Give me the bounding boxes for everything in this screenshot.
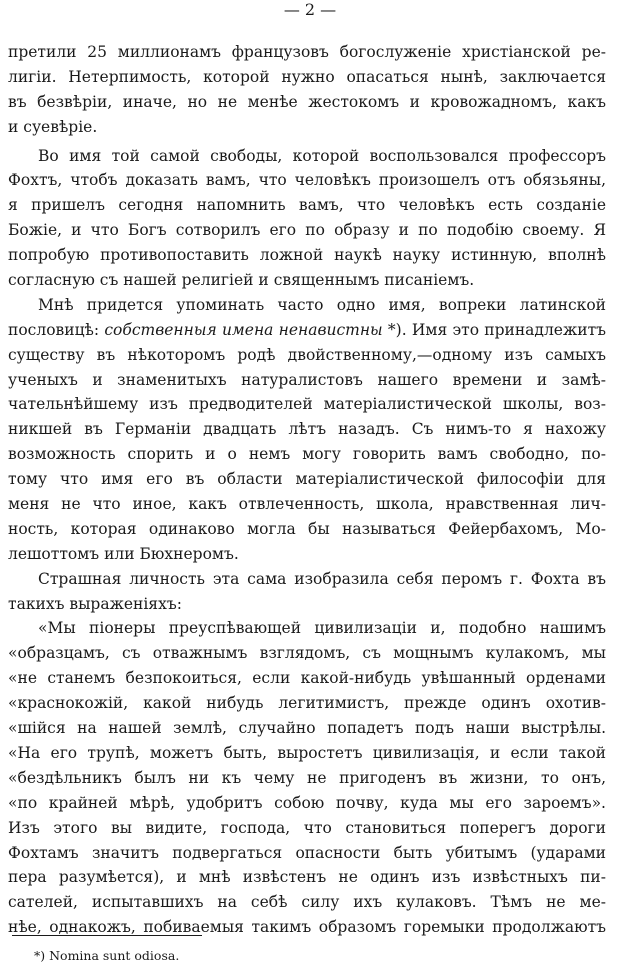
text-line: въ безвѣріи, иначе, но не менѣе жестокомъ и кровожадномъ, какъ bbox=[8, 92, 606, 111]
quote-line: «На его трупѣ, можетъ быть, выростетъ цивилизація, и если такой bbox=[8, 743, 606, 762]
quote-line: «по крайней мѣрѣ, удобритъ собою почву, куда мы его зароемъ». bbox=[8, 793, 606, 812]
text-line: согласную съ нашей религіей и священнымъ писаніемъ. bbox=[8, 271, 475, 290]
text-line: никшей въ Германіи двадцать лѣтъ назадъ. Съ нимъ-то я нахожу bbox=[8, 420, 606, 439]
text-line: меня не что иное, какъ отвлеченность, школа, нравственная лич- bbox=[8, 495, 606, 514]
text-line: существу въ нѣкоторомъ родѣ двойственному,—одному изъ самыхъ bbox=[8, 345, 606, 364]
text-line bbox=[8, 318, 606, 343]
text-segment: Мнѣ придется упоминать часто одно имя, вопреки латинской bbox=[38, 295, 606, 314]
page-number: — 2 — bbox=[283, 0, 337, 19]
quote-line: «бездѣльникъ былъ ни къ чему не пригоденъ въ жизни, то онъ, bbox=[8, 768, 606, 787]
text-line: ученыхъ и знаменитыхъ натуралистовъ нашего времени и замѣ- bbox=[8, 370, 606, 389]
text-line: Фохтамъ значитъ подвергаться опасности быть убитымъ (ударами bbox=[8, 843, 606, 862]
quote-line: «образцамъ, съ отважнымъ взглядомъ, съ мощнымъ кулакомъ, мы bbox=[8, 644, 606, 663]
text-segment: *). Имя это принадлежитъ bbox=[382, 320, 606, 339]
text-segment: пословицѣ: bbox=[8, 320, 105, 339]
text-line bbox=[8, 293, 606, 318]
quote-line: «Мы піонеры преуспѣвающей цивилизаціи и, подобно нашимъ bbox=[38, 619, 606, 638]
text-line: такихъ выраженіяхъ: bbox=[8, 594, 182, 613]
text-line: Фохтъ, чтобъ доказать вамъ, что человѣкъ произошелъ отъ обязьяны, bbox=[8, 171, 606, 190]
text-line: я пришелъ сегодня напомнить вамъ, что человѣкъ есть созданіе bbox=[8, 196, 606, 215]
text-line: чательнѣйшему изъ предводителей матеріалистической школы, воз- bbox=[8, 395, 606, 414]
text-line: Божіе, и что Богъ сотворилъ его по образу и по подобію своему. Я bbox=[8, 221, 606, 240]
text-line: нѣе, однакожъ, побиваемыя такимъ образомъ горемыки продолжаютъ bbox=[8, 918, 606, 937]
footnote-rule bbox=[12, 935, 202, 936]
text-line: тому что имя его въ области матеріалистической философіи для bbox=[8, 470, 606, 489]
text-line: и суевѣріе. bbox=[8, 117, 98, 136]
text-line: Во имя той самой свободы, которой воспользовался профессоръ bbox=[38, 146, 606, 165]
quote-line: «шійся на нашей землѣ, случайно попадетъ подъ наши выстрѣлы. bbox=[8, 719, 606, 738]
quote-line: «не станемъ безпокоиться, если какой-нибудь увѣшанный орденами bbox=[8, 669, 606, 688]
text-line: пера разумѣется), и мнѣ извѣстенъ не одинъ изъ извѣстныхъ пи- bbox=[8, 868, 606, 887]
text-line: сателей, испытавшихъ на себѣ силу ихъ кулаковъ. Тѣмъ не ме- bbox=[8, 893, 606, 912]
text-line: Изъ этого вы видите, господа, что становиться поперегъ дороги bbox=[8, 818, 606, 837]
text-line: лигіи. Нетерпимость, которой нужно опасаться нынѣ, заключается bbox=[8, 67, 606, 86]
footnote: *) Nomina sunt odiosa. bbox=[34, 948, 180, 963]
text-line: претили 25 миллионамъ французовъ богослуженіе христіанской ре- bbox=[8, 43, 606, 61]
text-line: возможность спорить и о немъ могу говорить вамъ свободно, по- bbox=[8, 445, 606, 464]
quote-line: «краснокожій, какой нибудь легитимистъ, прежде одинъ охотив- bbox=[8, 694, 606, 713]
text-line: лешоттомъ или Бюхнеромъ. bbox=[8, 544, 239, 563]
text-line: попробую противопоставить ложной наукѣ науку истинную, вполнѣ bbox=[8, 246, 606, 265]
text-line: Страшная личность эта сама изобразила себя перомъ г. Фохта въ bbox=[38, 569, 606, 588]
body-text bbox=[8, 40, 606, 940]
italic-phrase: собственныя имена ненавистны bbox=[104, 320, 383, 339]
text-line: ность, которая одинаково могла бы называться Фейербахомъ, Мо- bbox=[8, 519, 606, 538]
